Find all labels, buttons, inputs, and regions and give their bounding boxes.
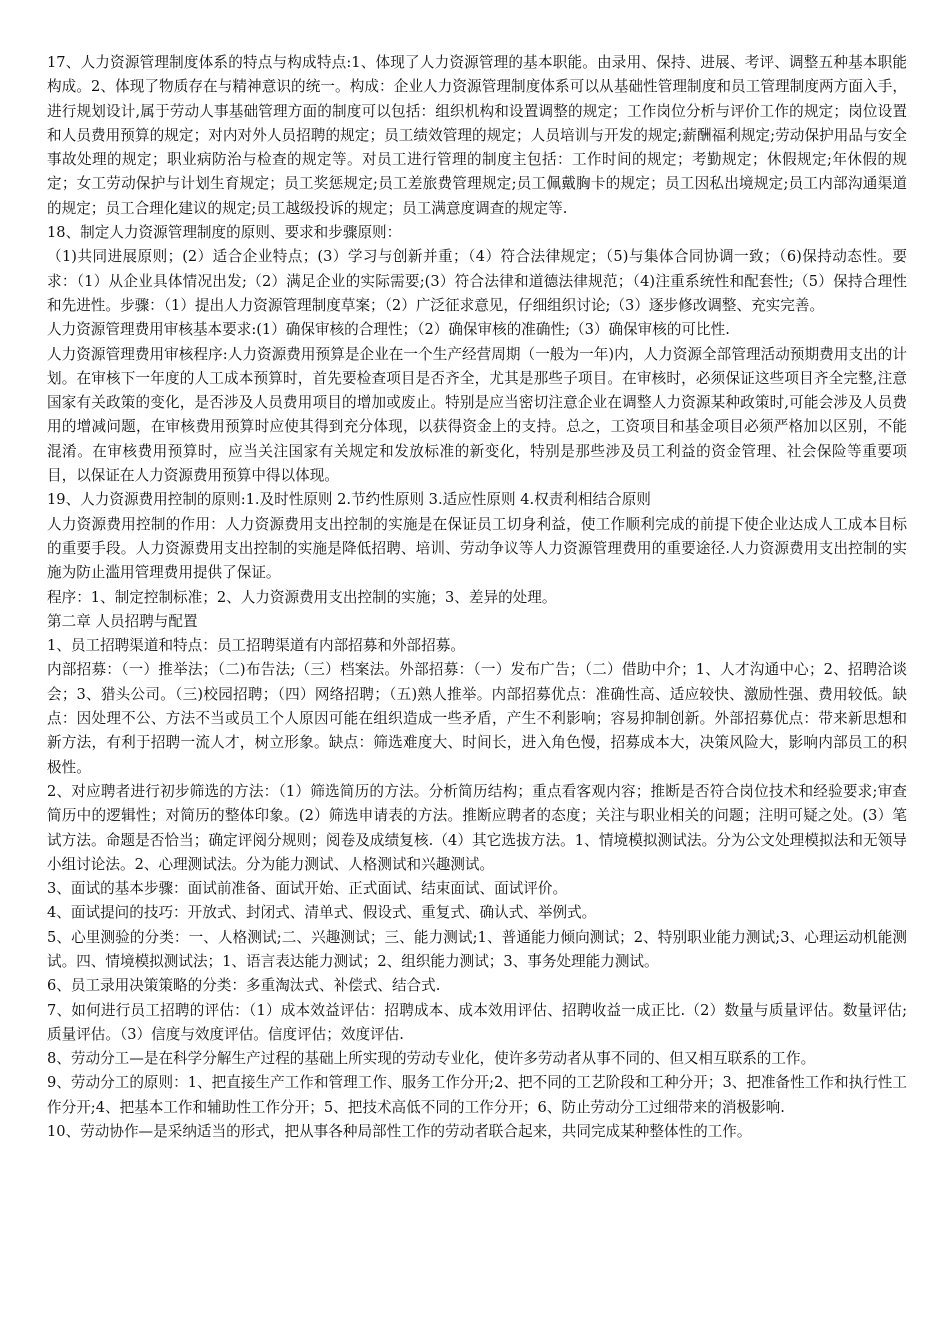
paragraph-psych-tests: 5、心里测验的分类：一、人格测试;二、兴趣测试；三、能力测试;1、普通能力倾向测试；2、特别职业能力测试;3、心理运动机能测试。四、情境模拟测试法；1、语言表达能力测试；2、组织能力测试；3、事务处理能力测试。: [47, 928, 907, 970]
chapter-heading: 第二章 人员招聘与配置: [47, 612, 198, 630]
paragraph-q18-principles: （1)共同进展原则；(2）适合企业特点；(3）学习与创新并重；（4）符合法律规定；（5)与集体合同协调一致；（6)保持动态性。要求：（1）从企业具体情况出发;（2）满足企业的实际需要;(3）符合法律和道德法律规范；（4)注重系统性和配套性;（5）保持合理性和先进性。步骤：（1）提出人力资源管理制度草案；（2）广泛征求意见，仔细组织讨论;（3）逐步修改调整、充实完善。: [47, 248, 907, 314]
document-body: [47, 51, 907, 1144]
paragraph-audit-requirements: 人力资源管理费用审核基本要求:(1）确保审核的合理性；（2）确保审核的准确性;（3）确保审核的可比性.: [47, 321, 730, 339]
paragraph-audit-procedure: 人力资源管理费用审核程序:人力资源费用预算是企业在一个生产经营周期（一般为一年)内，人力资源全部管理活动预期费用支出的计划。在审核下一年度的人工成本预算时，首先要检查项目是否齐全，尤其是那些子项目。在审核时，必须保证这些项目齐全完整,注意国家有关政策的变化，是否涉及人员费用项目的增加或废止。特别是应当密切注意企业在调整人力资源某种政策时,可能会涉及人员费用的增减问题，在审核费用预算时应使其得到充分体现，以获得资金上的支持。总之，工资项目和基金项目必须严格加以区别，不能混淆。在审核费用预算时，应当关注国家有关规定和发放标准的新变化，特别是那些涉及员工利益的资金管理、社会保险等重要项目，以保证在人力资源费用预算中得以体现。: [47, 345, 907, 485]
paragraph-division-of-labor: 8、劳动分工—是在科学分解生产过程的基础上所实现的劳动专业化，使许多劳动者从事不同的、但又相互联系的工作。: [47, 1050, 816, 1068]
paragraph-labor-cooperation: 10、劳动协作—是采纳适当的形式，把从事各种局部性工作的劳动者联合起来，共同完成某种整体性的工作。: [47, 1123, 752, 1141]
paragraph-q18-heading: 18、制定人力资源管理制度的原则、要求和步骤原则：: [47, 224, 402, 242]
paragraph-hiring-decision: 6、员工录用决策策略的分类：多重淘汰式、补偿式、结合式.: [47, 977, 441, 995]
paragraph-procedure: 程序：1、制定控制标准；2、人力资源费用支出控制的实施；3、差异的处理。: [47, 588, 557, 606]
paragraph-q19-cost-control: 19、人力资源费用控制的原则:1.及时性原则 2.节约性原则 3.适应性原则 4.权责利相结合原则: [47, 491, 651, 509]
paragraph-interview-steps: 3、面试的基本步骤：面试前准备、面试开始、正式面试、结束面试、面试评价。: [47, 880, 568, 898]
paragraph-interview-questions: 4、面试提问的技巧：开放式、封闭式、清单式、假设式、重复式、确认式、举例式。: [47, 904, 597, 922]
paragraph-recruit-channels: 1、员工招聘渠道和特点：员工招聘渠道有内部招募和外部招募。: [47, 637, 465, 655]
paragraph-division-principles: 9、劳动分工的原则：1、把直接生产工作和管理工作、服务工作分开;2、把不同的工艺阶段和工种分开；3、把准备性工作和执行性工作分开;4、把基本工作和辅助性工作分开；5、把技术高低不同的工作分开；6、防止劳动分工过细带来的消极影响.: [47, 1074, 907, 1116]
paragraph-internal-external: 内部招募：（一）推举法；（二)布告法;（三）档案法。外部招募：（一）发布广告；（二）借助中介；1、人才沟通中心；2、招聘洽谈会；3、猎头公司。（三)校园招聘；（四）网络招聘；（五)熟人推举。内部招募优点：准确性高、适应较快、激励性强、费用较低。缺点：因处理不公、方法不当或员工个人原因可能在组织造成一些矛盾，产生不利影响；容易抑制创新。外部招募优点：带来新思想和新方法，有利于招聘一流人才，树立形象。缺点：筛选难度大、时间长，进入角色慢，招募成本大，决策风险大，影响内部员工的积极性。: [47, 661, 907, 776]
paragraph-cost-control-role: 人力资源费用控制的作用：人力资源费用支出控制的实施是在保证员工切身利益，使工作顺利完成的前提下使企业达成人工成本目标的重要手段。人力资源费用支出控制的实施是降低招聘、培训、劳动争议等人力资源管理费用的重要途径.人力资源费用支出控制的实施为防止滥用管理费用提供了保证。: [47, 515, 907, 582]
paragraph-screening-methods: 2、对应聘者进行初步筛选的方法：（1）筛选简历的方法。分析简历结构；重点看客观内容；推断是否符合岗位技术和经验要求;审查简历中的逻辑性；对简历的整体印象。(2）筛选申请表的方法。推断应聘者的态度；关注与职业相关的问题；注明可疑之处。(3）笔试方法。命题是否恰当；确定评阅分规则；阅卷及成绩复核.（4）其它选拔方法。1、情境模拟测试法。分为公文处理模拟法和无领导小组讨论法。2、心理测试法。分为能力测试、人格测试和兴趣测试。: [47, 782, 907, 873]
paragraph-recruit-evaluation: 7、如何进行员工招聘的评估：（1）成本效益评估：招聘成本、成本效用评估、招聘收益一成正比.（2）数量与质量评估。数量评估;质量评估。（3）信度与效度评估。信度评估；效度评估.: [47, 1001, 907, 1043]
paragraph-q17-hr-system: 17、人力资源管理制度体系的特点与构成特点:1、体现了人力资源管理的基本职能。由录用、保持、进展、考评、调整五种基本职能构成。2、体现了物质存在与精神意识的统一。构成：企业人力资源管理制度体系可以从基础性管理制度和员工管理制度两方面入手，进行规划设计,属于劳动人事基础管理方面的制度可以包括：组织机构和设置调整的规定；工作岗位分析与评价工作的规定；岗位设置和人员费用预算的规定；对内对外人员招聘的规定；员工绩效管理的规定；人员培训与开发的规定;薪酬福利规定;劳动保护用品与安全事故处理的规定；职业病防治与检查的规定等。对员工进行管理的制度主包括：工作时间的规定；考勤规定；休假规定;年休假的规定；女工劳动保护与计划生育规定；员工奖惩规定;员工差旅费管理规定;员工佩戴胸卡的规定；员工因私出境规定;员工内部沟通渠道的规定；员工合理化建议的规定;员工越级投诉的规定；员工满意度调查的规定等.: [47, 54, 907, 217]
